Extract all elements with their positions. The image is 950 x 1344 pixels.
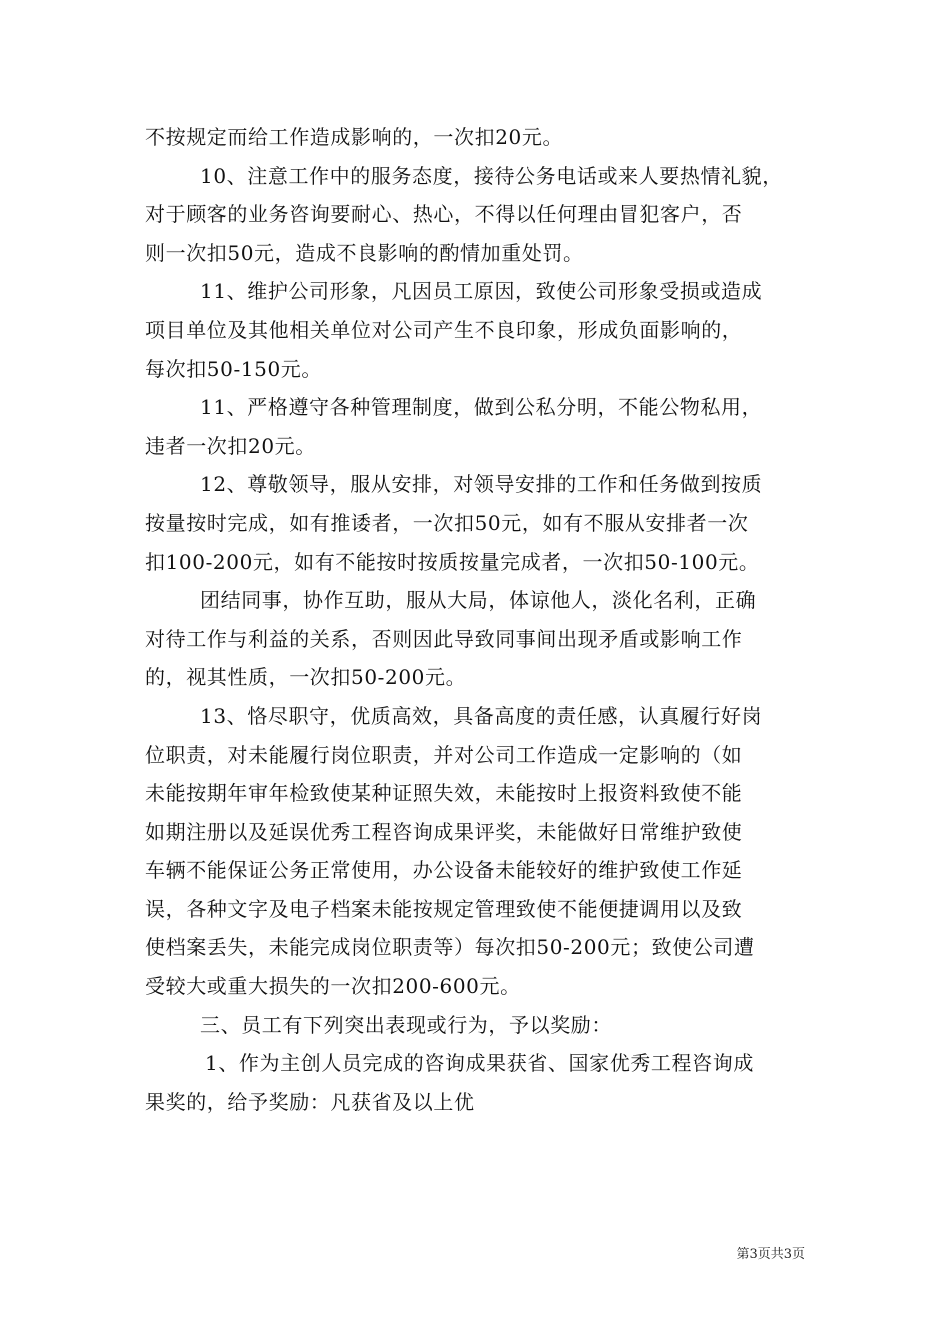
text-line: 项目单位及其他相关单位对公司产生不良印象，形成负面影响的， <box>145 317 743 342</box>
text-line: 团结同事，协作互助，服从大局，体谅他人，淡化名利，正确 <box>200 588 757 613</box>
text-line: 误，各种文字及电子档案未能按规定管理致使不能便捷调用以及致 <box>145 896 743 921</box>
text-line: 则一次扣50元，造成不良影响的酌情加重处罚。 <box>145 240 584 265</box>
text-line: 12、尊敬领导，服从安排，对领导安排的工作和任务做到按质 <box>200 472 763 497</box>
text-line: 的，视其性质，一次扣50-200元。 <box>145 665 467 690</box>
text-line: 违者一次扣20元。 <box>145 433 316 458</box>
text-line: 使档案丢失，未能完成岗位职责等）每次扣50-200元；致使公司遭 <box>145 935 755 960</box>
text-line: 位职责，对未能履行岗位职责，并对公司工作造成一定影响的（如 <box>145 742 743 767</box>
text-line: 11、严格遵守各种管理制度，做到公私分明，不能公物私用， <box>200 395 763 420</box>
text-line: 不按规定而给工作造成影响的，一次扣20元。 <box>145 125 564 149</box>
text-line: 扣100-200元，如有不能按时按质按量完成者，一次扣50-100元。 <box>145 549 760 574</box>
text-line: 13、恪尽职守，优质高效，具备高度的责任感，认真履行好岗 <box>200 703 763 728</box>
text-line: 10、注意工作中的服务态度，接待公务电话或来人要热情礼貌， <box>200 163 783 188</box>
text-line: 果奖的，给予奖励：凡获省及以上优 <box>145 1089 475 1114</box>
text-line: 1、作为主创人员完成的咨询成果获省、国家优秀工程咨询成 <box>205 1051 754 1076</box>
text-line: 11、维护公司形象，凡因员工原因，致使公司形象受损或造成 <box>200 279 763 304</box>
text-line: 对待工作与利益的关系，否则因此导致同事间出现矛盾或影响工作 <box>145 626 743 651</box>
text-line: 未能按期年审年检致使某种证照失效，未能按时上报资料致使不能 <box>145 781 743 806</box>
text-line: 对于顾客的业务咨询要耐心、热心，不得以任何理由冒犯客户，否 <box>145 202 743 227</box>
text-line: 按量按时完成，如有推诿者，一次扣50元，如有不服从安排者一次 <box>145 510 749 535</box>
text-line: 受较大或重大损失的一次扣200-600元。 <box>145 974 521 999</box>
section-heading: 三、员工有下列突出表现或行为，予以奖励： <box>200 1012 612 1037</box>
text-line: 车辆不能保证公务正常使用，办公设备未能较好的维护致使工作延 <box>145 858 743 883</box>
text-line: 如期注册以及延误优秀工程咨询成果评奖，未能做好日常维护致使 <box>145 819 743 844</box>
page-number: 第3页共3页 <box>736 1247 805 1262</box>
document-body <box>145 118 810 1121</box>
text-line: 每次扣50-150元。 <box>145 356 322 381</box>
